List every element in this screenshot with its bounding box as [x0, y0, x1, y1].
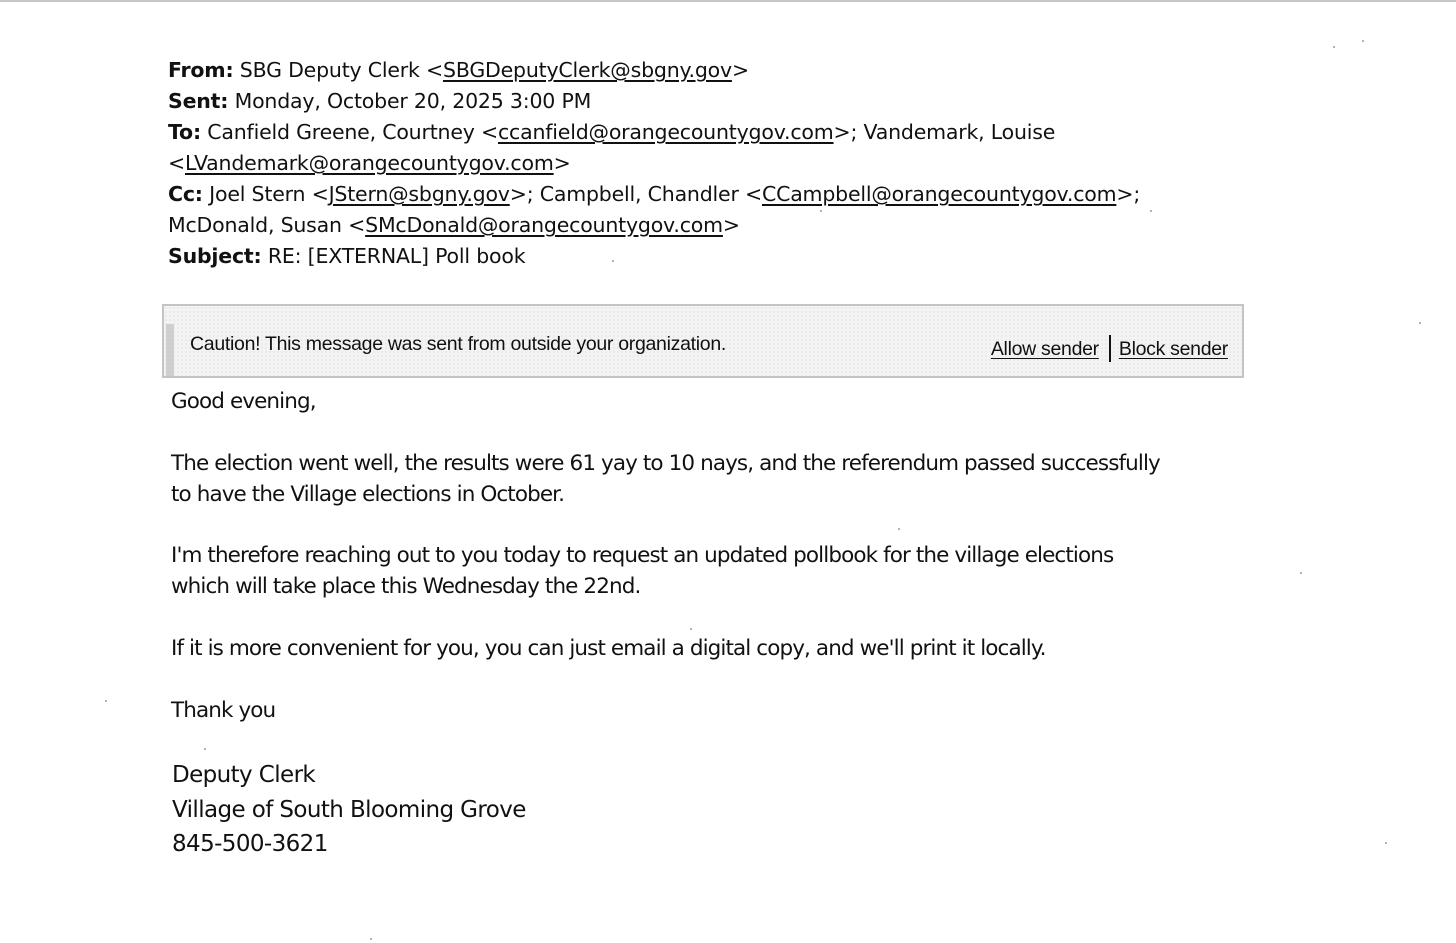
scan-speck: [1300, 572, 1302, 574]
sent-label: Sent:: [168, 89, 229, 113]
header-sent-line: [168, 86, 1140, 117]
scan-speck: [204, 748, 206, 750]
paragraph-2-line-1: I'm therefore reaching out to you today to request an updated pollbook for the village elections: [171, 543, 1114, 568]
caution-text: Caution! This message was sent from outside your organization.: [190, 333, 726, 355]
paragraph-2-line-2: which will take place this Wednesday the 22nd.: [171, 574, 641, 599]
scan-speck: [1362, 40, 1364, 42]
cc-recipient-email-link[interactable]: SMcDonald@orangecountygov.com: [365, 213, 723, 237]
closing: Thank you: [171, 698, 276, 723]
signature-phone: 845-500-3621: [172, 831, 328, 857]
subject-label: Subject:: [168, 244, 262, 268]
paragraph-1-line-2: to have the Village elections in October.: [171, 482, 565, 507]
allow-sender-link[interactable]: Allow sender: [990, 338, 1099, 360]
header-to-line: To: Canfield Greene, Courtney <ccanfield@orangecountygov.com>; Vandemark, Louise: [168, 120, 1056, 144]
page-top-edge: [0, 0, 1456, 2]
actions-separator: [1109, 335, 1111, 362]
cc-label: Cc:: [168, 182, 203, 206]
from-email-link[interactable]: SBGDeputyClerk@sbgny.gov: [443, 58, 732, 82]
cc-recipient-email-link[interactable]: JStern@sbgny.gov: [328, 182, 510, 206]
cc-recipient-name: Campbell, Chandler: [539, 182, 739, 206]
sent-value: Monday, October 20, 2025 3:00 PM: [234, 89, 592, 113]
external-sender-banner: [162, 304, 1244, 378]
scan-speck: [1150, 210, 1152, 212]
block-sender-link[interactable]: Block sender: [1118, 338, 1228, 360]
email-header: [168, 55, 1140, 272]
scan-speck: [370, 938, 372, 940]
paragraph-3: If it is more convenient for you, you can just email a digital copy, and we'll print it locally.: [171, 636, 1046, 661]
to-label: To:: [168, 120, 201, 144]
cc-recipient-name: Joel Stern: [209, 182, 306, 206]
to-recipient-email-link[interactable]: LVandemark@orangecountygov.com: [184, 151, 554, 175]
header-to-line-continued: <LVandemark@orangecountygov.com>: [168, 151, 571, 175]
header-from-line: From: SBG Deputy Clerk <SBGDeputyClerk@sbgny.gov>: [168, 58, 749, 82]
scan-speck: [898, 528, 900, 530]
signature-title: Deputy Clerk: [172, 762, 316, 788]
to-recipient-email-link[interactable]: ccanfield@orangecountygov.com: [497, 120, 834, 144]
cc-recipient-name: McDonald, Susan: [168, 213, 342, 237]
banner-edge-marker: [166, 324, 174, 376]
subject-value: RE: [EXTERNAL] Poll book: [267, 244, 526, 268]
scan-speck: [105, 700, 107, 702]
sender-actions: [991, 335, 1228, 362]
header-subject-line: [168, 241, 1140, 272]
signature-organization: Village of South Blooming Grove: [172, 796, 526, 823]
paragraph-1-line-1: The election went well, the results were 61 yay to 10 nays, and the referendum passed successfully: [171, 451, 1160, 476]
scan-speck: [1333, 46, 1335, 48]
from-label: From:: [168, 58, 234, 82]
to-recipient-name: Canfield Greene, Courtney: [207, 120, 475, 144]
cc-recipient-email-link[interactable]: CCampbell@orangecountygov.com: [761, 182, 1117, 206]
greeting: Good evening,: [171, 389, 316, 414]
scan-speck: [1419, 322, 1421, 324]
scan-speck: [1385, 842, 1387, 844]
scan-speck: [690, 628, 692, 630]
header-cc-line-continued: McDonald, Susan <SMcDonald@orangecountygov.com>: [168, 213, 740, 237]
header-cc-line: Cc: Joel Stern <JStern@sbgny.gov>; Campbell, Chandler <CCampbell@orangecountygov.com>;: [168, 182, 1141, 206]
to-recipient-name: Vandemark, Louise: [863, 120, 1056, 144]
from-name: SBG Deputy Clerk: [239, 58, 420, 82]
signature-block: [172, 758, 526, 862]
